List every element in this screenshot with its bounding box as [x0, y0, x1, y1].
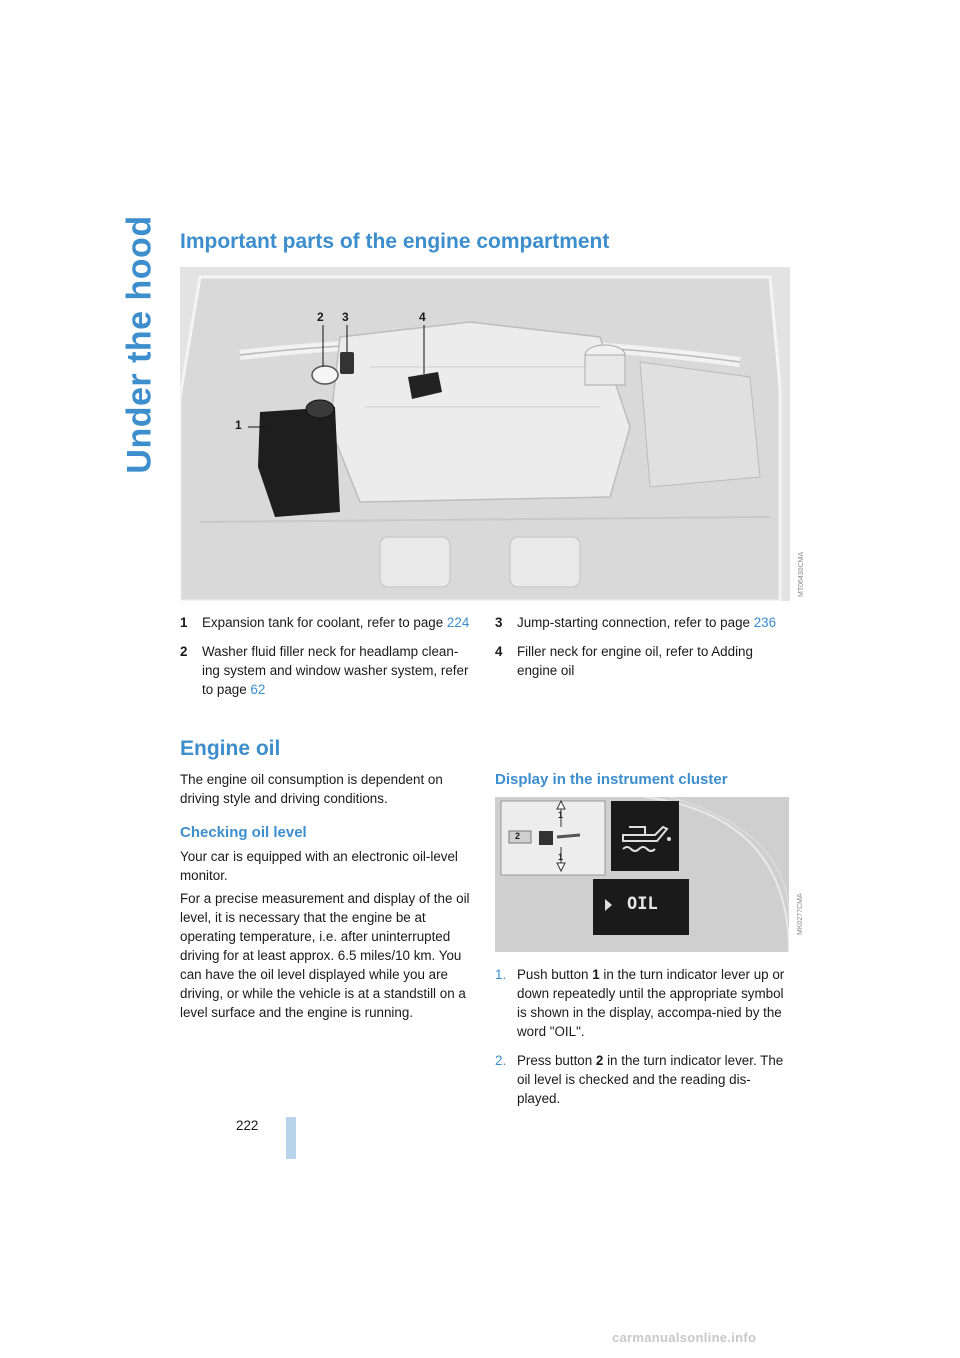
- legend-text: Expansion tank for coolant, refer to page: [202, 615, 444, 630]
- figure-callout-4: 4: [419, 310, 426, 324]
- cluster-figure-code: MK0277CMA: [797, 893, 804, 935]
- instrument-cluster-illustration: [495, 797, 789, 952]
- legend-item-1: [180, 613, 470, 632]
- section-title-engine-compartment: Important parts of the engine compartment: [180, 230, 610, 253]
- engine-compartment-figure: [180, 267, 790, 601]
- legend-text: Jump-starting connection, refer to page: [517, 615, 750, 630]
- section-title-engine-oil: Engine oil: [180, 737, 281, 760]
- step-text: in the turn indicator lever. The oil level is checked and the reading dis-played.: [517, 1053, 784, 1106]
- step-text: Press button: [517, 1053, 596, 1068]
- legend-left: [180, 613, 470, 709]
- step-button-ref: 2: [595, 1053, 604, 1068]
- display-instrument-cluster-heading: Display in the instrument cluster: [495, 771, 728, 788]
- page-marker-bar: [286, 1117, 296, 1159]
- cluster-callout-1-top: 1: [558, 810, 564, 820]
- step-number: 2.: [495, 1053, 507, 1068]
- step-number: 1.: [495, 967, 507, 982]
- legend-num: 2: [180, 644, 188, 659]
- checking-paragraph-2: For a precise measurement and display of the oil level, it is necessary that the engine be at operating temperature, i.e. after uninterrupted driving for at least approx. 6.5 miles/10 km. You can have the oil level displayed while you are driving, or while the vehicle is at a standstill on a level surface and the engine is running.: [180, 891, 470, 1020]
- figure-callout-1: 1: [235, 418, 242, 432]
- figure-callout-3: 3: [342, 310, 349, 324]
- oil-display-text: OIL: [627, 894, 658, 914]
- legend-num: 1: [180, 615, 188, 630]
- figure-code: MT06430CMA: [798, 551, 805, 597]
- legend-num: 4: [495, 644, 503, 659]
- step-button-ref: 1: [592, 967, 600, 982]
- chapter-title-text: Under the hood: [120, 214, 159, 474]
- legend-item-4: [495, 642, 785, 680]
- instrument-cluster-figure: [495, 797, 789, 952]
- steps-list: [495, 965, 787, 1118]
- page-link[interactable]: 236: [753, 615, 777, 630]
- checking-paragraph-1: Your car is equipped with an electronic oil-level monitor.: [180, 849, 458, 883]
- step-1: [495, 965, 787, 1041]
- cluster-callout-1-bottom: 1: [558, 852, 564, 862]
- legend-text: Filler neck for engine oil, refer to Adding engine oil: [517, 644, 753, 678]
- cluster-callout-2: 2: [515, 831, 521, 841]
- engine-compartment-illustration: [180, 267, 790, 601]
- step-text: Push button: [517, 967, 593, 982]
- step-text: in the turn indicator lever up or down repeatedly until the appropriate symbol is shown in the display, accompa-nied by the word "OIL".: [517, 967, 785, 1039]
- legend-item-3: [495, 613, 785, 632]
- step-2: [495, 1051, 787, 1108]
- legend-text: Washer fluid filler neck for headlamp clean-ing system and window washer system, refer to page: [202, 644, 469, 697]
- checking-oil-level-heading: Checking oil level: [180, 824, 307, 841]
- engine-oil-intro: The engine oil consumption is dependent on driving style and driving conditions.: [180, 772, 443, 806]
- footer-watermark: carmanualsonline.info: [612, 1330, 757, 1345]
- sidebar-chapter-title: [118, 214, 162, 474]
- legend-item-2: [180, 642, 470, 699]
- page-number: 222: [236, 1118, 259, 1133]
- legend-num: 3: [495, 615, 503, 630]
- legend-right: [495, 613, 785, 690]
- page-link[interactable]: 224: [446, 615, 470, 630]
- page-link[interactable]: 62: [250, 682, 266, 697]
- figure-callout-2: 2: [317, 310, 324, 324]
